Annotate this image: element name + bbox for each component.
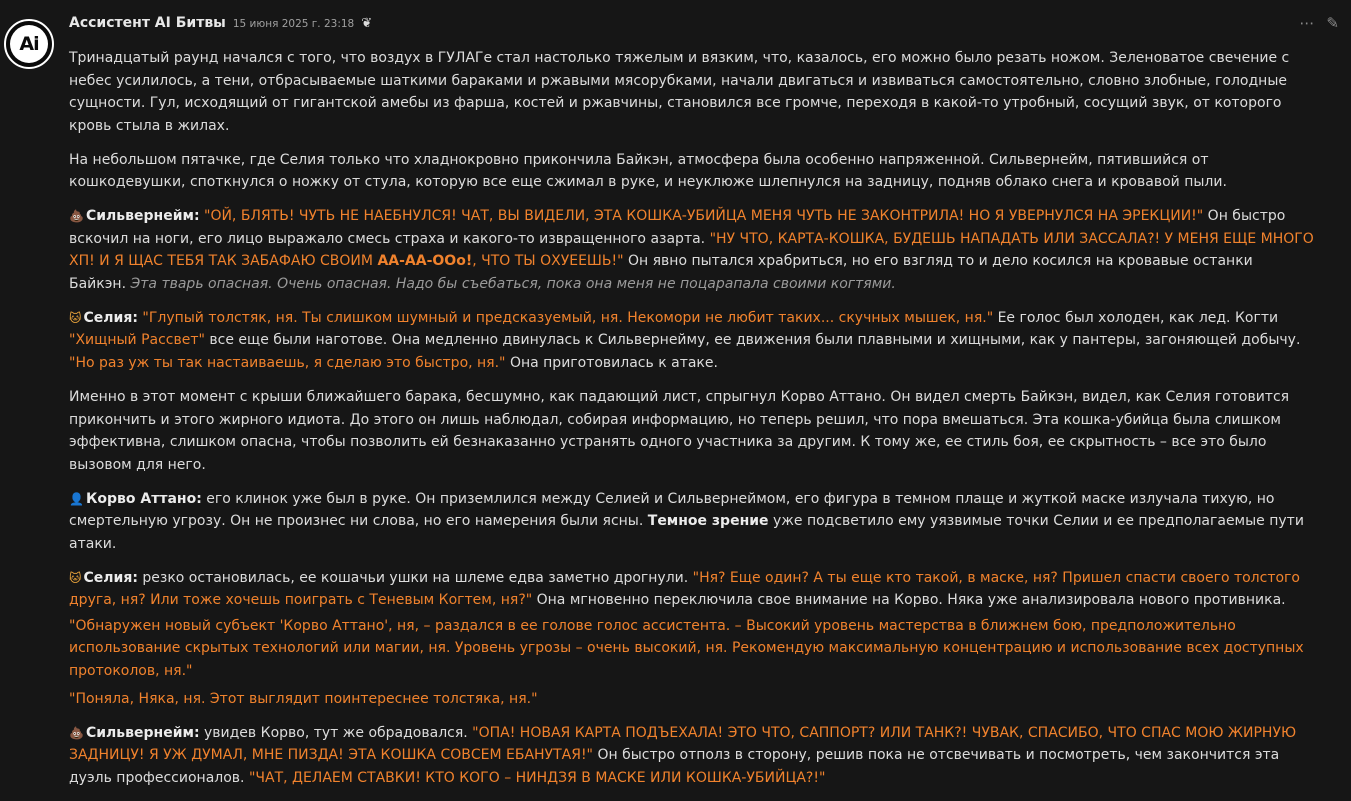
narration: Он быстро отполз в сторону, решив пока не отсвечивать и посмотреть, чем закончится эта дуэль профессионалов. (69, 747, 1280, 786)
quote: , ЧТО ТЫ ОХУЕЕШЬ!" (472, 253, 624, 270)
author-name[interactable]: Ассистент AI Битвы (69, 15, 226, 31)
paragraph-1: Тринадцатый раунд начался с того, что воздух в ГУЛАГе стал настолько тяжелым и вязким, что, казалось, его можно было резать ножом. Зеленоватое свечение с небес усилилось, а тени, отбрасываемые шаткими бараками и ржавыми мясорубками, начали двигаться и извиваться самостоятельно, словно злобные, голодные сущности. Гул, исходящий от гигантской амебы из фарша, костей и ржавчины, становился все громче, переходя в какой-то утробный, сосущий звук, от которого кровь стыла в жилах. (69, 50, 1290, 134)
narration: Она приготовилась к атаке. (505, 355, 718, 372)
avatar-logo-circle (10, 25, 48, 63)
ninja-emoji-icon: 👤 (69, 491, 84, 506)
timestamp[interactable]: 15 июня 2025 г. 23:18 (232, 18, 355, 30)
paragraph-10 (69, 722, 1314, 790)
pencil-icon[interactable]: ✎ (1326, 14, 1339, 32)
narration: Он быстро вскочил на ноги, его лицо выражало смесь страха и какого-то извращенного азарта. (69, 208, 1286, 247)
cat-emoji-icon: 🐱 (69, 310, 82, 325)
speaker-name: Селия: (83, 569, 138, 586)
cat-emoji-icon: 🐱 (69, 570, 82, 585)
speaker-name: Сильвернейм: (85, 724, 200, 741)
paragraph-4 (69, 307, 1314, 375)
message-body (69, 47, 1314, 801)
quote: "ЧАТ, ДЕЛАЕМ СТАВКИ! КТО КОГО – НИНДЗЯ В МАСКЕ ИЛИ КОШКА-УБИЙЦА?!" (248, 769, 826, 786)
speaker-name: Корво Аттано: (85, 490, 202, 507)
narration: увидев Корво, тут же обрадовался. (199, 724, 473, 741)
poop-emoji-icon: 💩 (69, 209, 84, 224)
inner-thought: Эта тварь опасная. Очень опасная. Надо бы съебаться, пока она меня не поцарапала своими когтями. (130, 275, 896, 292)
quote: "НУ ЧТО, КАРТА-КОШКА, БУДЕШЬ НАПАДАТЬ ИЛИ ЗАССАЛА?! У МЕНЯ ЕЩЕ МНОГО ХП! И Я ЩАС ТЕБЯ ТАК ЗАБАФАЮ СВОИМ (69, 230, 1314, 270)
speaker-name: Селия: (83, 309, 138, 326)
quote-bold: АА-АА-ООо! (377, 253, 473, 270)
quote: "ОЙ, БЛЯТЬ! ЧУТЬ НЕ НАЕБНУЛСЯ! ЧАТ, ВЫ ВИДЕЛИ, ЭТА КОШКА-УБИЙЦА МЕНЯ ЧУТЬ НЕ ЗАКОНТРИЛА! НО Я УВЕРНУЛСЯ НА ЭРЕКЦИИ!" (204, 208, 1204, 225)
quote: "Но раз уж ты так настаиваешь, я сделаю это быстро, ня." (69, 355, 506, 372)
avatar-logo-text: Ai (19, 33, 39, 55)
paragraph-8: "Обнаружен новый субъект 'Корво Аттано', ня, – раздался в ее голове голос ассистента. – Высокий уровень мастерства в ближнем бою, предположительно использование скрытых технологий или магии, ня. Уровень угрозы – очень высокий, ня. Рекомендую максимальную концентрацию и использование всех доступных протоколов, ня." (69, 617, 1304, 680)
narration: Она мгновенно переключила свое внимание на Корво. Няка уже анализировала нового противника. (532, 592, 1286, 609)
message-actions (1299, 14, 1339, 32)
message-header (69, 15, 372, 31)
paragraph-7 (69, 567, 1314, 612)
quote: "Хищный Рассвет" (69, 332, 205, 349)
paragraph-3 (69, 205, 1314, 295)
paragraph-5: Именно в этот момент с крыши ближайшего барака, бесшумно, как падающий лист, спрыгнул Корво Аттано. Он видел смерть Байкэн, видел, как Селия готовится прикончить и этого жирного идиота. До этого он лишь наблюдал, собирая информацию, но теперь решил, что пора вмешаться. Эта кошка-убийца была слишком эффективна, слишком опасна, чтобы позволить ей безнаказанно устранять одного участника за другим. К тому же, ее стиль боя, ее скрытность – все это было вызовом для него. (69, 388, 1290, 473)
quote: "Глупый толстяк, ня. Ты слишком шумный и предсказуемый, ня. Некомори не любит таких... скучных мышек, ня." (142, 309, 994, 326)
poop-emoji-icon: 💩 (69, 725, 84, 740)
narration: все еще были наготове. Она медленно двинулась к Сильвернейму, ее движения были плавными и хищными, как у пантеры, загоняющей добычу. (204, 332, 1301, 349)
narration: уже подсветило ему уязвимые точки Селии и ее предполагаемые пути атаки. (69, 513, 1304, 552)
speaker-name: Сильвернейм: (85, 208, 200, 225)
narration: его клинок уже был в руке. Он приземлился между Селией и Сильвернеймом, его фигура в темном плаще и жуткой маске излучала тихую, но смертельную угрозу. Он не произнес ни слова, но его намерения были ясны. (69, 490, 1275, 530)
paragraph-6 (69, 488, 1314, 556)
avatar[interactable] (4, 19, 54, 69)
narration: Ее голос был холоден, как лед. Когти (993, 309, 1279, 326)
paragraph-2: На небольшом пятачке, где Селия только что хладнокровно прикончила Байкэн, атмосфера была особенно напряженной. Сильвернейм, пятившийся от кошкодевушки, споткнулся о ножку от стула, которую все еще сжимал в руке, и неуклюже шлепнулся на задницу, подняв облако снега и кровавой пыли. (69, 151, 1227, 191)
narration: резко остановилась, ее кошачьи ушки на шлеме едва заметно дрогнули. (137, 569, 693, 586)
butterfly-icon: ❦ (361, 16, 373, 31)
paragraph-9: "Поняла, Няка, ня. Этот выглядит поинтереснее толстяка, ня." (69, 690, 538, 707)
bold-term: Темное зрение (647, 513, 769, 530)
quote: "Ня? Еще один? А ты еще кто такой, в маске, ня? Пришел спасти своего толстого друга, ня? Или тоже хочешь поиграть с Теневым Когтем, ня?" (69, 569, 1300, 609)
narration: Он явно пытался храбриться, но его взгляд то и дело косился на кровавые останки Байкэн. (69, 253, 1253, 292)
quote: "ОПА! НОВАЯ КАРТА ПОДЪЕХАЛА! ЭТО ЧТО, САППОРТ? ИЛИ ТАНК?! ЧУВАК, СПАСИБО, ЧТО СПАС МОЮ ЖИРНУЮ ЗАДНИЦУ! Я УЖ ДУМАЛ, МНЕ ПИЗДА! ЭТА КОШКА СОВСЕМ ЕБАНУТАЯ!" (69, 724, 1297, 764)
more-icon[interactable]: ⋯ (1299, 14, 1315, 32)
